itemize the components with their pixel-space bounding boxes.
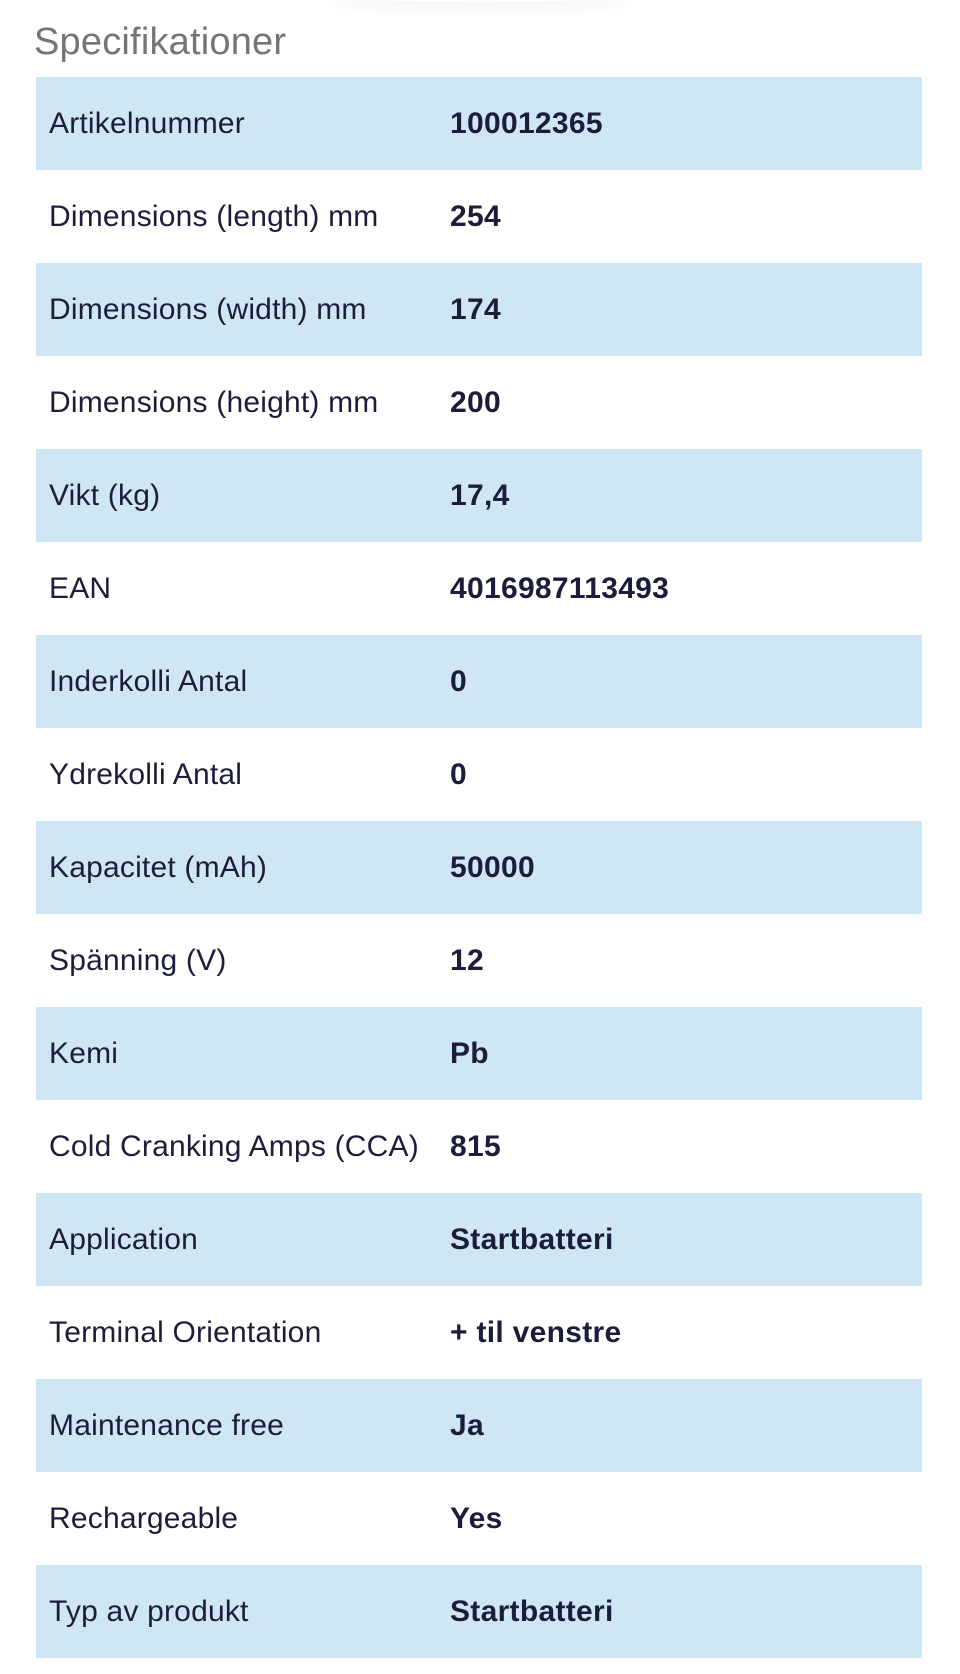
spec-label: Dimensions (height) mm [49,385,379,419]
spec-label: Maintenance free [49,1408,285,1442]
spec-value: 174 [450,292,501,326]
spec-label: Dimensions (width) mm [49,292,367,326]
spec-label: Cold Cranking Amps (CCA) [49,1129,419,1163]
spec-label: Inderkolli Antal [49,664,248,698]
spec-label: Vikt (kg) [49,478,161,512]
spec-row-application [36,1193,922,1286]
spec-label: Typ av produkt [49,1594,249,1628]
spec-row-typ-av-produkt [36,1565,922,1658]
spec-value: 12 [450,943,484,977]
spec-row-dimensions-width [36,263,922,356]
spec-row-spanning [36,914,922,1007]
spec-row-ean [36,542,922,635]
spec-label: Spänning (V) [49,943,227,977]
spec-value: 254 [450,199,501,233]
spec-row-kapacitet [36,821,922,914]
spec-value: 0 [450,757,467,791]
spec-row-inderkolli-antal [36,635,922,728]
spec-value: 4016987113493 [450,571,670,605]
spec-value: 50000 [450,850,535,884]
spec-row-maintenance-free [36,1379,922,1472]
top-card-shadow [330,0,630,2]
spec-label: Terminal Orientation [49,1315,322,1349]
spec-value: 0 [450,664,467,698]
spec-row-ydrekolli-antal [36,728,922,821]
spec-value: Startbatteri [450,1594,614,1628]
spec-label: Dimensions (length) mm [49,199,379,233]
spec-row-artikelnummer [36,77,922,170]
spec-value: Startbatteri [450,1222,614,1256]
spec-label: Artikelnummer [49,106,245,140]
spec-value: Ja [450,1408,484,1442]
section-title: Specifikationer [34,21,287,63]
spec-row-rechargeable [36,1472,922,1565]
spec-value: 815 [450,1129,501,1163]
spec-label: Kapacitet (mAh) [49,850,268,884]
spec-value: 100012365 [450,106,603,140]
spec-value: Yes [450,1501,503,1535]
spec-row-cca [36,1100,922,1193]
specifications-table [36,77,922,1658]
spec-label: EAN [49,571,112,605]
spec-row-kemi [36,1007,922,1100]
spec-label: Application [49,1222,198,1256]
spec-row-dimensions-height [36,356,922,449]
spec-label: Kemi [49,1036,119,1070]
spec-label: Rechargeable [49,1501,239,1535]
spec-value: 17,4 [450,478,510,512]
spec-value: 200 [450,385,501,419]
spec-row-dimensions-length [36,170,922,263]
spec-value: + til venstre [450,1315,622,1349]
spec-value: Pb [450,1036,489,1070]
spec-label: Ydrekolli Antal [49,757,243,791]
spec-row-vikt [36,449,922,542]
spec-row-terminal-orientation [36,1286,922,1379]
